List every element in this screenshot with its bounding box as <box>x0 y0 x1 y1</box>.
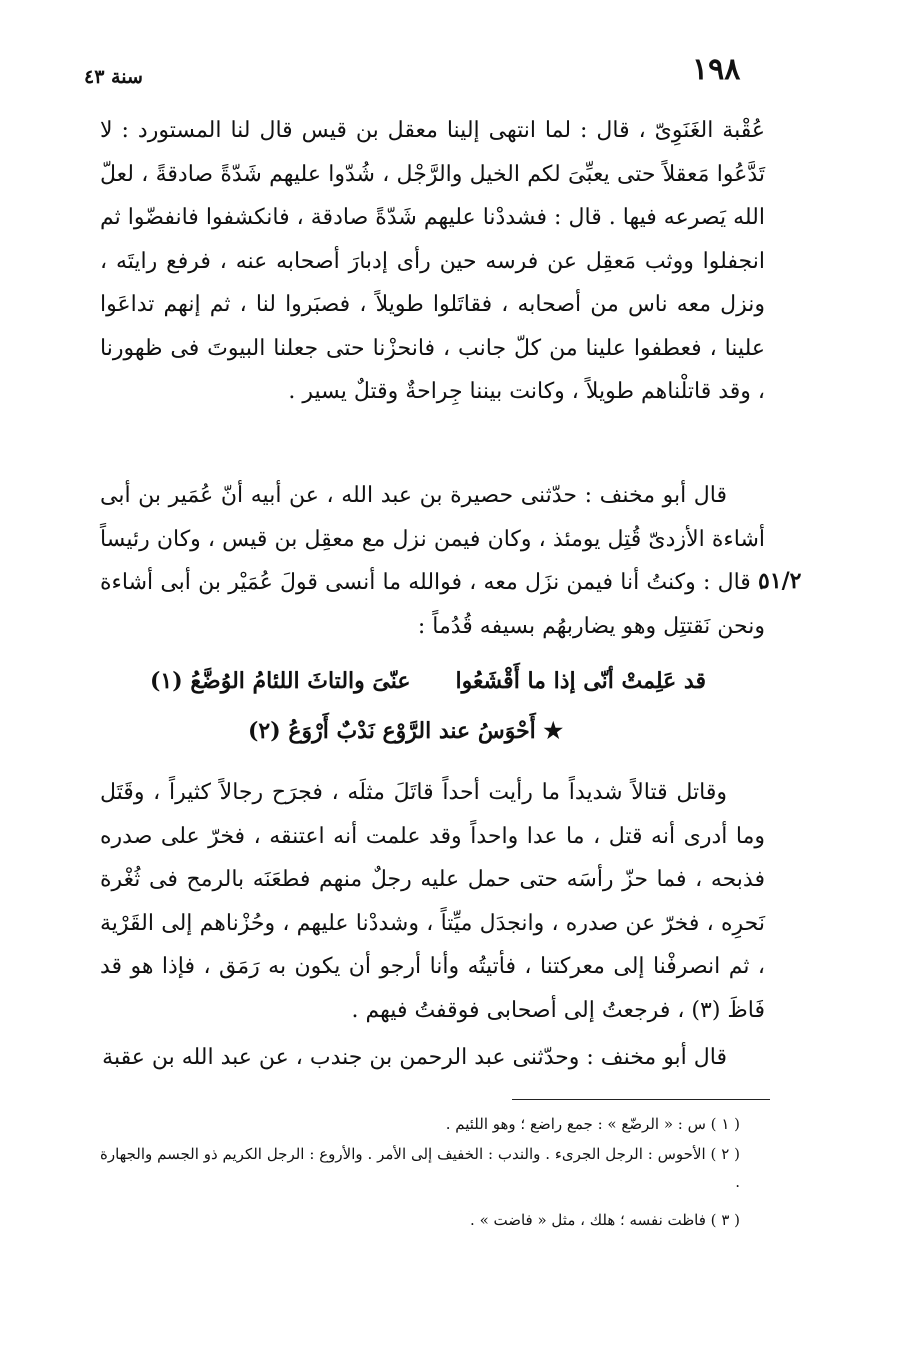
footnote-divider <box>512 1099 770 1100</box>
paragraph-2: قال أبو مخنف : حدّثنى حصيرة بن عبد الله ، عن أبيه أنّ عُمَير بن أبى أشاءة الأزدىّ قُتِل يومئذ ، وكان فيمن نزل مع معقِل بن قيس ، وكان رئيساً . قال : وكنتُ أنا فيمن نزَل معه ، فوالله ما أنسى قولَ عُمَيْر بن أبى أشاءة ونحن نَقتتِل وهو يضاربهُم بسيفه قُدُماً : <box>100 483 765 639</box>
verse-line-1 <box>150 668 706 694</box>
verse-line-2: ★ أَحْوَسُ عند الرَّوْع نَدْبٌ أَرْوَعُ (٢) <box>248 718 564 744</box>
paragraph-1: عُقْبة الغَنَوِىّ ، قال : لما انتهى إلينا معقل بن قيس قال لنا المستورد : لا تَدَّعُوا مَعقلاً حتى يعبِّىَ لكم الخيل والرَّجْل ، شُدّوا عليهم شَدّةً صادقةً ، لعلّ الله يَصرعه فيها . قال : فشددْنا عليهم شَدّةً صادقة ، فانكشفوا فانفضّوا ثم انجفلوا ووثب مَعقِل عن فرسه حين رأى إدبارَ أصحابه عنه ، فرفع رايتَه ، ونزل معه ناس من أصحابه ، فقاتَلوا طويلاً ، فصبَروا لنا ، ثم إنهم تداعَوا علينا ، فعطفوا علينا من كلّ جانب ، فانحزْنا حتى جعلنا البيوتَ فى ظهورنا ، وقد قاتلْناهم طويلاً ، وكانت بيننا جِراحةٌ وقتلٌ يسير . <box>100 118 765 404</box>
paragraph-4: قال أبو مخنف : وحدّثنى عبد الرحمن بن جندب ، عن عبد الله بن عقبة <box>102 1045 727 1070</box>
year-label: سنة ٤٣ <box>84 66 143 88</box>
footnote-2: ( ٢ ) الأحوس : الرجل الجرىء . والندب : الخفيف إلى الأمر . والأروع : الرجل الكريم ذو الجسم والجهارة . <box>100 1145 741 1191</box>
verse-hemistich-right: قد عَلِمتْ أنّى إذا ما أَقْشَعُوا <box>455 668 706 694</box>
page-number: ١٩٨ <box>692 52 741 87</box>
margin-reference: ٥١/٢ <box>758 568 802 594</box>
footnote-3: ( ٣ ) فاظت نفسه ؛ هلك ، مثل « فاضت » . <box>470 1211 740 1229</box>
paragraph-3: وقاتل قتالاً شديداً ما رأيت أحداً قاتَلَ مثلَه ، فجرَح رجالاً كثيراً ، وقَتَل وما أدرى أنه قتل ، ما عدا واحداً وقد علمت أنه اعتنقه ، فخرّ على صدره فذبحه ، فما حزّ رأسَه حتى حمل عليه رجلٌ منهم فطعَنَه بالرمح فى ثُغْرة نَحرِه ، فخرّ عن صدره ، وانجدَل ميِّتاً ، وشددْنا عليهم ، وحُزْناهم إلى القَرْية ، ثم انصرفْنا إلى معركتنا ، فأتيتُه وأنا أرجو أن يكون به رَمَق ، فإذا هو قد فَاظَ (٣) ، فرجعتُ إلى أصحابى فوقفتُ فيهم . <box>100 780 765 1023</box>
footnote-1: ( ١ ) س : « الرضّع » : جمع راضع ؛ وهو اللئيم . <box>445 1115 740 1133</box>
verse-hemistich-left: عنّىَ والتاثَ اللئامُ الوُضَّعُ (١) <box>150 668 411 694</box>
